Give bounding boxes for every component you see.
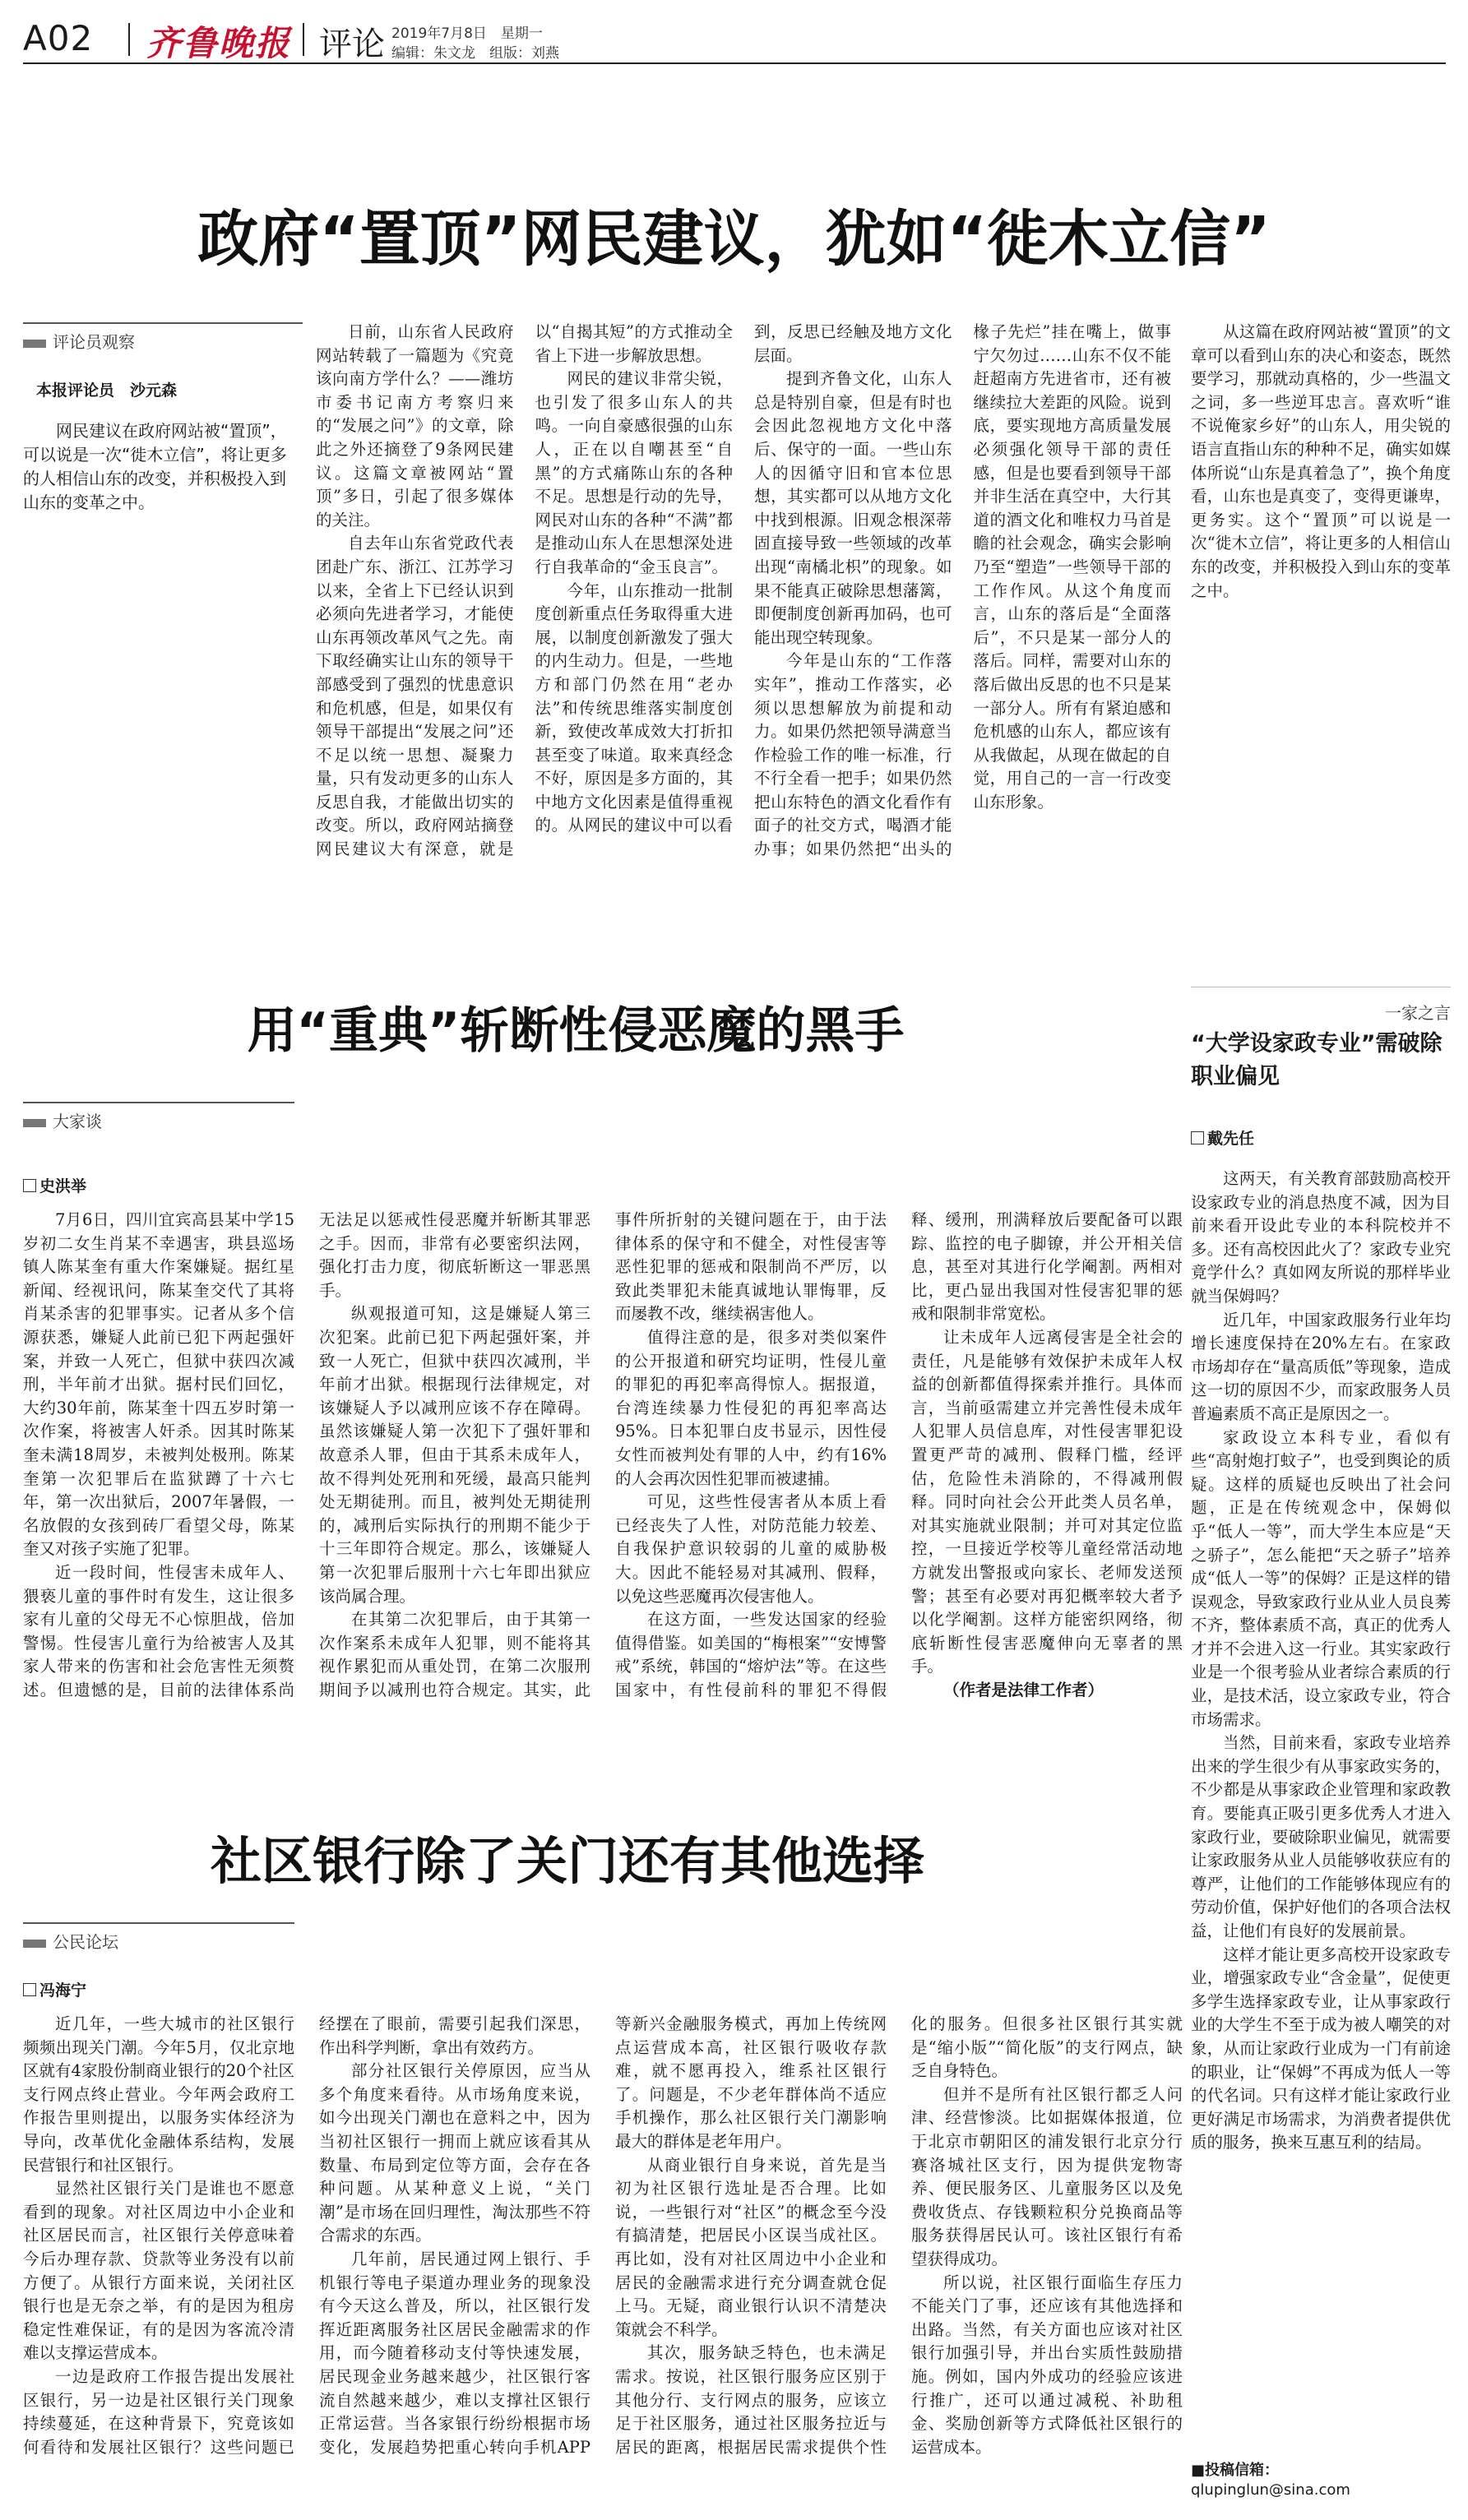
article3-column-label: 公民论坛 — [23, 1922, 294, 1953]
submission-email-label: ■投稿信箱： — [1191, 2462, 1280, 2479]
article1-body — [316, 321, 1171, 987]
paragraph: 让未成年人远离侵害是全社会的责任，凡是能够有效保护未成年人权益的创新都值得探索并推行。具体而言，当前亟需建立并完善性侵未成年人犯罪人员信息库，对性侵害罪犯设置更严苛的减刑、假释门槛，经评估，危险性未消除的，不得减刑假释。同时向社会公开此类人员名单，对其实施就业限制；并可对其定位监控，一旦接近学校等儿童经常活动地方就发出警报或向家长、老师发送预警；甚至有必要对再犯概率较大者予以化学阉割。这样方能密织网络，彻底斩断性侵害恶魔伸向无辜者的黑手。 — [911, 1327, 1183, 1676]
article2-headline: 用“重典”斩断性侵恶魔的黑手 — [247, 1002, 905, 1060]
author-box-icon — [1191, 1131, 1204, 1144]
paragraph: 一边是政府工作报告提出发展社区银行，另一边是社区银行关门现象持续蔓延，在这种背景下，究竟该如何看待和发展社区银行？这些问题已经摆在了眼前，需要引起我们深思，作出科学判断，拿出有效药方。 — [23, 2014, 590, 2457]
author-box-icon — [23, 1983, 36, 1996]
sidebar-headline: “大学设家政专业”需破除职业偏见 — [1191, 1031, 1443, 1089]
paragraph: 但并不是所有社区银行都乏人问津、经营惨淡。比如据媒体报道，位于北京市朝阳区的浦发银行北京分行赛洛城社区支行，因为提供宠物寄养、便民服务区、儿童服务区以及免费收货点、存钱颗粒积分兑换商品等服务获得居民认可。该社区银行有希望获得成功。 — [911, 2084, 1183, 2268]
paragraph: 显然社区银行关门是谁也不愿意看到的现象。对社区周边中小企业和社区居民而言，社区银行关停意味着今后办理存款、贷款等业务没有以前方便了。从银行方面来说，关闭社区银行也是无奈之举，有的是因为租房稳定性难保证，有的是因为客流冷清难以支撑运营成本。 — [23, 2179, 294, 2363]
article3-body — [23, 2013, 1183, 2506]
article3-byline: 冯海宁 — [23, 1978, 86, 2000]
header-divider — [128, 23, 130, 56]
submission-email[interactable]: qlupinglun@sina.com — [1191, 2481, 1350, 2499]
article1-headline: 政府“置顶”网民建议，犹如“徙木立信” — [197, 204, 1271, 275]
article2-byline: 史洪举 — [23, 1174, 86, 1196]
paragraph: 7月6日，四川宜宾高县某中学15岁初二女生肖某不幸遇害，珙县巡场镇人陈某奎有重大作案嫌疑。据红星新闻、经视讯问，陈某奎交代了其将肖某杀害的犯罪事实。记者从多个信源获悉，嫌疑人此前已犯下两起强奸案，并致一人死亡，但狱中获四次减刑，半年前才出狱。据村民们回忆，大约30年前，陈某奎十四五岁时第一次作案，将被害人奸杀。因其时陈某奎未满18周岁，未被判处极刑。陈某奎第一次犯罪后在监狱蹲了十六七年，第一次出狱后，2007年暑假，一名放假的女孩到砖厂看望父母，陈某奎又对孩子实施了犯罪。 — [23, 1210, 294, 1559]
paragraph: 网民的建议非常尖锐，也引发了很多山东人的共鸣。一向自豪感很强的山东人，正在以自嘲甚至“自黑”的方式痛陈山东的各种不足。思想是行动的先导，网民对山东的各种“不满”都是推动山东人在思想深处进行自我革命的“金玉良言”。 — [535, 369, 733, 576]
paragraph: 部分社区银行关停原因，应当从多个角度来看待。从市场角度来说，如今出现关门潮也在意料之中，因为当初社区银行一拥而上就应该看其从数量、布局到定位等方面，会存在各种问题。从某种意义上说，“关门潮”是市场在回归理性，淘汰那些不符合需求的东西。 — [319, 2061, 590, 2245]
paragraph: 近一段时间，性侵害未成年人、猥亵儿童的事件时有发生，这让很多家有儿童的父母无不心惊胆战，倍加警惕。性侵害儿童行为给被害人及其家人带来的伤害和社会危害性无须赘述。但遗憾的是，目前的法律体系尚无法足以惩戒性侵恶魔并斩断其罪恶之手。因而，非常有必要密织法网，强化打击力度，彻底斩断这一罪恶黑手。 — [23, 1210, 590, 1699]
article2-body — [23, 1209, 1183, 1801]
paragraph: 在这方面，一些发达国家的经验值得借鉴。如美国的“梅根案”“安博警戒”系统，韩国的“熔炉法”等。在这些国家中，有性侵前科的罪犯不得假释、缓刑，刑满释放后要配备可以跟踪、监控的电子脚镣，并公开相关信息，甚至对其进行化学阉割。两相对比，更凸显出我国对性侵害犯罪的惩戒和限制非常宽松。 — [615, 1210, 1183, 1699]
paragraph: 提到齐鲁文化，山东人总是特别自豪，但是有时也会因此忽视地方文化中落后、保守的一面。一些山东人的因循守旧和官本位思想，其实都可以从地方文化中找到根源。旧观念根深蒂固直接导致一些领域的改革出现“南橘北枳”的现象。如果不能真正破除思想藩篱，即便制度创新再加码，也可能出现空转现象。 — [754, 369, 952, 647]
paragraph: 所以说，社区银行面临生存压力不能关门了事，还应该有其他选择和出路。当然，有关方面也应该对社区银行加强引导，并出台实质性鼓励措施。例如，国内外成功的经验应该进行推广，还可以通过减税、补助租金、奖励创新等方式降低社区银行的运营成本。 — [911, 2273, 1183, 2457]
section-name: 评论 — [319, 25, 385, 63]
article1-body-end — [1191, 321, 1451, 970]
paragraph: 今年，山东推动一批制度创新重点任务取得重大进展，以制度创新激发了强大的内生动力。但是，一些地方和部门仍然在用“老办法”和传统思维落实制度创新，致使改革成效大打折扣甚至变了味道。取来真经念不好，原因是多方面的，其中地方文化因素是值得重视的。从网民的建议中可以看到，反思已经触及地方文化层面。 — [535, 322, 952, 835]
author-box-icon — [23, 1179, 36, 1192]
article1-byline: 本报评论员 沙元森 — [36, 381, 178, 400]
article1-column-label: 评论员观察 — [23, 322, 303, 353]
column-marker-icon — [23, 1940, 46, 1948]
editor-credits: 编辑：朱文龙 组版：刘燕 — [391, 45, 559, 62]
page-number: A02 — [23, 18, 94, 58]
paragraph: 纵观报道可知，这是嫌疑人第三次犯案。此前已犯下两起强奸案，并致一人死亡，但狱中获四次减刑，半年前才出狱。根据现行法律规定，对该嫌疑人予以减刑应该不存在障碍。虽然该嫌疑人第一次犯下了强奸罪和故意杀人罪，但由于其系未成年人，故不得判处死刑和死缓，最高只能判处无期徒刑。而且，被判处无期徒刑的，减刑后实际执行的刑期不能少于十三年即符合规定。那么，该嫌疑人第一次犯罪后服刑十六七年即出狱应该尚属合理。 — [319, 1304, 590, 1606]
paragraph: 在其第二次犯罪后，由于其第一次作案系未成年人犯罪，则不能将其视作累犯而从重处罚，在第二次服刑期间予以减刑也符合规定。其实，此事件所折射的关键问题在于，由于法律体系的保守和不健全，对性侵害等恶性犯罪的惩戒和限制尚不严厉，以致此类罪犯未能真诚地认罪悔罪，反而屡教不改，继续祸害他人。 — [319, 1210, 887, 1699]
paragraph: 今年是山东的“工作落实年”，推动工作落实，必须以思想解放为前提和动力。如果仍然把领导满意当作检验工作的唯一标准，行不行全看一把手；如果仍然把山东特色的酒文化看作有面子的社交方式，喝酒才能办事；如果仍然把“出头的椽子先烂”挂在嘴上，做事宁欠勿过……山东不仅不能赶超南方先进省市，还有被继续拉大差距的风险。说到底，要实现地方高质量发展必须强化领导干部的责任感，但是也要看到领导干部并非生活在真空中，大行其道的酒文化和唯权力马首是瞻的社会观念，确实会影响乃至“塑造”一些领导干部的工作作风。从这个角度而言，山东的落后是“全面落后”，不只是某一部分人的落后。同样，需要对山东的落后做出反思的也不只是某一部分人。所有有紧迫感和危机感的山东人，都应该有从我做起，从现在做起的自觉，用自己的一言一行改变山东形象。 — [754, 322, 1171, 859]
sidebar-byline: 戴先任 — [1191, 1126, 1254, 1149]
header-divider — [303, 23, 304, 56]
sidebar-column-label: 一家之言 — [1385, 1003, 1451, 1023]
paragraph: 这两天，有关教育部鼓励高校开设家政专业的消息热度不减，因为目前来看开设此专业的本科院校并不多。还有高校因此火了？家政专业究竟学什么？真如网友所说的那样毕业就当保姆吗？ — [1191, 1169, 1451, 1306]
page-header — [23, 16, 1446, 64]
paragraph: 近几年，中国家政服务行业年均增长速度保持在20%左右。在家政市场却存在“量高质低”等现象，造成这一切的原因不少，而家政服务人员普遍素质不高正是原因之一。 — [1191, 1310, 1451, 1423]
paragraph: 日前，山东省人民政府网站转载了一篇题为《究竟该向南方学什么？——潍坊市委书记南方考察归来的“发展之问”》的文章，除此之外还摘登了9条网民建议。这篇文章被网站“置顶”多日，引起了很多媒体的关注。 — [316, 322, 514, 529]
column-marker-icon — [23, 340, 46, 348]
author-note: （作者是法律工作者） — [943, 1680, 1104, 1699]
paragraph: 近几年，一些大城市的社区银行频频出现关门潮。今年5月，仅北京地区就有4家股份制商业银行的20个社区支行网点终止营业。今年两会政府工作报告里则提出，以服务实体经济为导向，改革优化金融体系结构，发展民营银行和社区银行。 — [23, 2014, 294, 2175]
paragraph: 这样才能让更多高校开设家政专业，增强家政专业“含金量”，促使更多学生选择家政专业，让从事家政行业的大学生不至于成为被人嘲笑的对象，从而让家政行业成为一门有前途的职业，让“保姆”不再成为低人一等的代名词。只有这样才能让家政行业更好满足市场需求，为消费者提供优质的服务，换来互惠互利的结局。 — [1191, 1944, 1451, 2152]
issue-date: 2019年7月8日 星期一 — [391, 25, 543, 42]
sidebar-body — [1191, 1168, 1451, 2450]
newspaper-logo: 齐鲁晚报 — [146, 23, 292, 63]
paragraph: 从这篇在政府网站被“置顶”的文章可以看到山东的决心和姿态，既然要学习，那就动真格的，少一些温文之词，多一些逆耳忠言。喜欢听“谁不说俺家乡好”的山东人，用尖锐的语言直指山东的种种不足，确实如媒体所说“山东是真着急了”，换个角度看，山东也是真变了，变得更谦卑，更务实。这个“置顶”可以说是一次“徙木立信”，将让更多的人相信山东的改变，并积极投入到山东的变革之中。 — [1191, 322, 1451, 600]
article3-headline: 社区银行除了关门还有其他选择 — [210, 1831, 924, 1891]
article2-column-label: 大家谈 — [23, 1102, 294, 1132]
paragraph: 当然，目前来看，家政专业培养出来的学生很少有从事家政实务的，不少都是从事家政企业管理和家政教育。要能真正吸引更多优秀人才进入家政行业，要破除职业偏见，就需要让家政服务从业人员能够收获应有的尊严，让他们的工作能够体现应有的劳动价值，保护好他们的各项合法权益，让他们有良好的发展前景。 — [1191, 1733, 1451, 1940]
paragraph: 其次，服务缺乏特色，也未满足需求。按说，社区银行服务应区别于其他分行、支行网点的服务，应该立足于社区服务，通过社区服务拉近与居民的距离，根据居民需求提供个性化的服务。但很多社区银行其实就是“缩小版”“简化版”的支行网点，缺乏自身特色。 — [615, 2014, 1183, 2457]
paragraph: 家政设立本科专业，看似有些“高射炮打蚊子”，也受到舆论的质疑。这样的质疑也反映出了社会问题，正是在传统观念中，保姆似乎“低人一等”，而大学生本应是“天之骄子”，怎么能把“天之骄子”培养成“低人一等”的保姆？正是这样的错误观念，导致家政行业从业人员良莠不齐，整体素质不高，真正的优秀人才并不会进入这一行业。其实家政行业是一个很考验从业者综合素质的行业，是技术活，设立家政专业，符合市场需求。 — [1191, 1427, 1451, 1729]
paragraph: 自去年山东省党政代表团赴广东、浙江、江苏学习以来，全省上下已经认识到必须向先进者学习，才能使山东再领改革风气之先。南下取经确实让山东的领导干部感受到了强烈的忧患意识和危机感，但是，如果仅有领导干部提出“发展之问”还不足以统一思想、凝聚力量，只有发动更多的山东人反思自我，才能做出切实的改变。所以，政府网站摘登网民建议大有深意，就是以“自揭其短”的方式推动全省上下进一步解放思想。 — [316, 322, 733, 859]
paragraph: 几年前，居民通过网上银行、手机银行等电子渠道办理业务的现象没有今天这么普及，所以，社区银行发挥近距离服务社区居民金融需求的作用，而今随着移动支付等快速发展，居民现金业务越来越少，社区银行客流自然越来越少，难以支撑社区银行正常运营。当各家银行纷纷根据市场变化，发展趋势把重心转向手机APP等新兴金融服务模式，再加上传统网点运营成本高，社区银行吸收存款难，就不愿再投入，维系社区银行了。问题是，不少老年群体尚不适应手机操作，那么社区银行关门潮影响最大的群体是老年用户。 — [319, 2014, 887, 2457]
column-marker-icon — [23, 1119, 46, 1127]
paragraph: 值得注意的是，很多对类似案件的公开报道和研究均证明，性侵儿童的罪犯的再犯率高得惊人。据报道，台湾连续暴力性侵犯的再犯率高达95%。日本犯罪白皮书显示，因性侵女性而被判处有罪的人中，约有16%的人会再次因性犯罪而被逮捕。 — [615, 1327, 887, 1488]
paragraph: 从商业银行自身来说，首先是当初为社区银行选址是否合理。比如说，一些银行对“社区”的概念至今没有搞清楚，把居民小区误当成社区。再比如，没有对社区周边中小企业和居民的金融需求进行充分调查就仓促上马。无疑，商业银行认识不清楚决策就会不科学。 — [615, 2155, 887, 2339]
article1-summary: 网民建议在政府网站被“置顶”，可以说是一次“徙木立信”，将让更多的人相信山东的改变，并积极投入到山东的变革之中。 — [23, 421, 287, 512]
paragraph: 可见，这些性侵害者从本质上看已经丧失了人性，对防范能力较差、自我保护意识较弱的儿童的威胁极大。因此不能轻易对其减刑、假释，以免这些恶魔再次侵害他人。 — [615, 1492, 887, 1606]
